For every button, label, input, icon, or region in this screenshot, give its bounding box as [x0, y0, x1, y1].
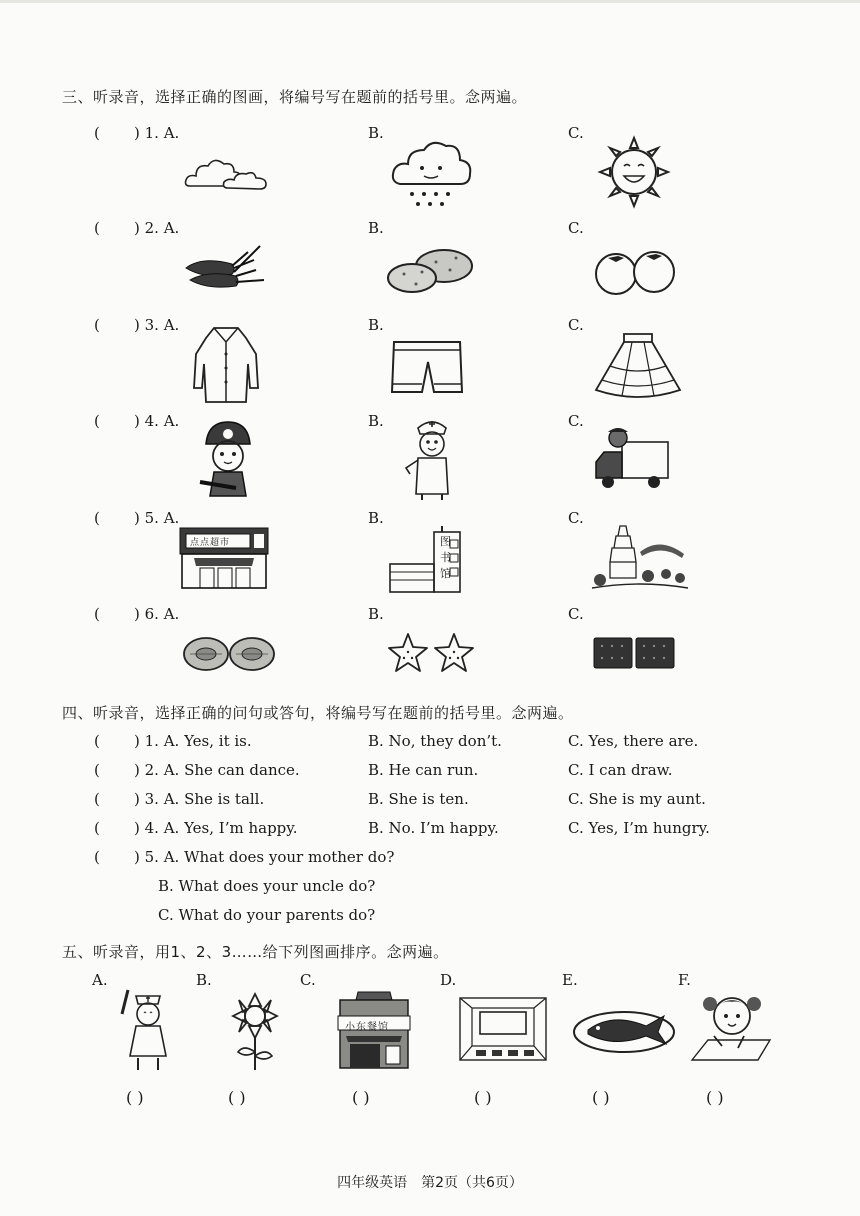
- option-b-label: B.: [368, 605, 384, 623]
- answer-paren-open[interactable]: (: [94, 316, 100, 334]
- option-b-label: B.: [368, 124, 384, 142]
- classroom-picture[interactable]: [458, 996, 548, 1062]
- page-footer: 四年级英语 第2页（共6页）: [337, 1175, 523, 1191]
- crackers-picture[interactable]: [592, 636, 676, 670]
- answer-paren-open[interactable]: (: [94, 605, 100, 623]
- section3-title: 三、听录音，选择正确的图画，将编号写在题前的括号里。念两遍。: [62, 88, 528, 106]
- order-answer-blank-b[interactable]: ( ): [228, 1088, 246, 1107]
- driver-picture[interactable]: [592, 424, 672, 494]
- option-b: B. What does your uncle do?: [158, 877, 376, 895]
- option-b-label: B.: [368, 412, 384, 430]
- option-c-label: C.: [568, 509, 584, 527]
- potatoes-picture[interactable]: [386, 244, 476, 296]
- option-b: B. She is ten.: [368, 790, 469, 808]
- answer-paren-open[interactable]: (: [94, 732, 100, 750]
- order-answer-blank-d[interactable]: ( ): [474, 1088, 492, 1107]
- firefighter-picture[interactable]: [196, 416, 260, 502]
- section5-title: 五、听录音，用1、2、3……给下列图画排序。念两遍。: [62, 943, 449, 961]
- order-answer-blank-c[interactable]: ( ): [352, 1088, 370, 1107]
- option-a: ) 5. A. What does your mother do?: [134, 848, 395, 866]
- picture-label-a: A.: [92, 971, 108, 989]
- tomatoes-picture[interactable]: [590, 248, 680, 296]
- option-c-label: C.: [568, 605, 584, 623]
- fish-dish-picture[interactable]: [572, 1004, 676, 1054]
- answer-paren-open[interactable]: (: [94, 412, 100, 430]
- option-a: ) 1. A. Yes, it is.: [134, 732, 252, 750]
- option-c-label: C.: [568, 316, 584, 334]
- question-number: ) 5. A.: [134, 509, 180, 527]
- answer-paren-open[interactable]: (: [94, 124, 100, 142]
- option-c-label: C.: [568, 412, 584, 430]
- star-biscuits-picture[interactable]: [386, 630, 478, 678]
- option-b: B. He can run.: [368, 761, 479, 779]
- nurse-picture[interactable]: [118, 986, 178, 1072]
- restaurant-sign: 小东餐馆: [345, 1022, 389, 1033]
- answer-paren-open[interactable]: (: [94, 219, 100, 237]
- answer-paren-open[interactable]: (: [94, 509, 100, 527]
- library-picture[interactable]: [388, 522, 472, 594]
- doctor-picture[interactable]: [402, 414, 462, 502]
- option-c: C. What do your parents do?: [158, 906, 376, 924]
- skirt-picture[interactable]: [592, 330, 684, 402]
- picture-label-d: D.: [440, 971, 457, 989]
- question-number: ) 4. A.: [134, 412, 180, 430]
- flower-picture[interactable]: [224, 990, 286, 1072]
- section4-title: 四、听录音，选择正确的问句或答句，将编号写在题前的括号里。念两遍。: [62, 704, 574, 722]
- picture-label-b: B.: [196, 971, 212, 989]
- girl-drawing-picture[interactable]: [688, 988, 774, 1064]
- option-a: ) 4. A. Yes, I’m happy.: [134, 819, 298, 837]
- cookies-picture[interactable]: [182, 634, 278, 674]
- order-answer-blank-f[interactable]: ( ): [706, 1088, 724, 1107]
- rain-cloud-picture[interactable]: [390, 136, 474, 212]
- option-b-label: B.: [368, 509, 384, 527]
- order-answer-blank-a[interactable]: ( ): [126, 1088, 144, 1107]
- answer-paren-open[interactable]: (: [94, 819, 100, 837]
- option-c: C. She is my aunt.: [568, 790, 706, 808]
- option-c: C. I can draw.: [568, 761, 673, 779]
- option-b-label: B.: [368, 219, 384, 237]
- clouds-picture[interactable]: [184, 152, 270, 192]
- shorts-picture[interactable]: [388, 338, 466, 396]
- option-c-label: C.: [568, 124, 584, 142]
- page-top-edge: [0, 0, 860, 3]
- question-number: ) 6. A.: [134, 605, 180, 623]
- option-a: ) 2. A. She can dance.: [134, 761, 300, 779]
- question-number: ) 1. A.: [134, 124, 180, 142]
- answer-paren-open[interactable]: (: [94, 848, 100, 866]
- option-c: C. Yes, I’m hungry.: [568, 819, 710, 837]
- option-c: C. Yes, there are.: [568, 732, 699, 750]
- question-number: ) 3. A.: [134, 316, 180, 334]
- answer-paren-open[interactable]: (: [94, 761, 100, 779]
- picture-label-c: C.: [300, 971, 316, 989]
- option-a: ) 3. A. She is tall.: [134, 790, 265, 808]
- order-answer-blank-e[interactable]: ( ): [592, 1088, 610, 1107]
- sun-picture[interactable]: [594, 134, 674, 210]
- library-sign: 图 书 馆: [440, 535, 451, 580]
- option-b-label: B.: [368, 316, 384, 334]
- option-c-label: C.: [568, 219, 584, 237]
- carrots-picture[interactable]: [182, 242, 270, 292]
- question-number: ) 2. A.: [134, 219, 180, 237]
- picture-label-f: F.: [678, 971, 691, 989]
- option-b: B. No, they don’t.: [368, 732, 502, 750]
- option-b: B. No. I’m happy.: [368, 819, 499, 837]
- shirt-picture[interactable]: [190, 324, 262, 404]
- answer-paren-open[interactable]: (: [94, 790, 100, 808]
- park-picture[interactable]: [590, 522, 690, 594]
- picture-label-e: E.: [562, 971, 578, 989]
- supermarket-sign: 点点超市: [190, 538, 231, 548]
